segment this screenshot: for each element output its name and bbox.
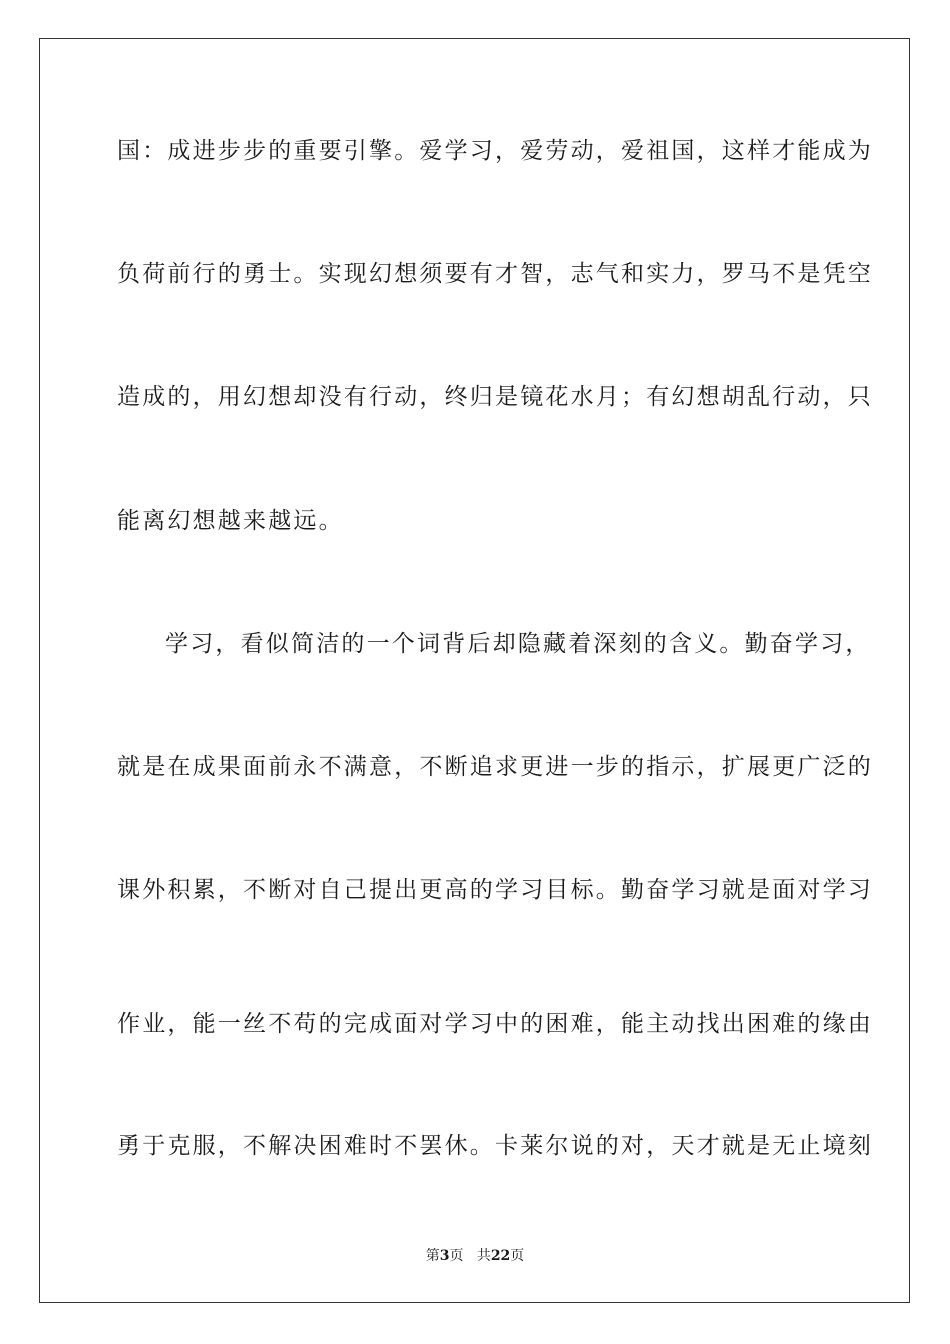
text-line: 课外积累，不断对自己提出更高的学习目标。勤奋学习就是面对学习	[117, 877, 873, 903]
text-line: 能离幻想越来越远。	[117, 508, 344, 534]
text-line: 负荷前行的勇士。实现幻想须要有才智，志气和实力，罗马不是凭空	[117, 261, 873, 287]
text-line: 国：成进步步的重要引擎。爱学习，爱劳动，爱祖国，这样才能成为	[117, 138, 873, 164]
page-footer	[0, 1247, 950, 1265]
text-line: 就是在成果面前永不满意，不断追求更进一步的指示，扩展更广泛的	[117, 754, 873, 780]
paragraph-first-line: 学习，看似简洁的一个词背后却隐藏着深刻的含义。勤奋学习，	[165, 631, 871, 657]
total-prefix: 共	[476, 1248, 491, 1264]
page-number: 3	[439, 1248, 450, 1264]
total-pages: 22	[490, 1248, 511, 1264]
page-border	[39, 38, 910, 1303]
total-suffix: 页	[510, 1248, 525, 1264]
text-line: 作业，能一丝不苟的完成面对学习中的困难，能主动找出困难的缘由	[117, 1011, 873, 1037]
page-prefix: 第	[425, 1248, 440, 1264]
text-line: 造成的，用幻想却没有行动，终归是镜花水月；有幻想胡乱行动，只	[117, 384, 873, 410]
page-suffix: 页	[449, 1248, 464, 1264]
text-line: 勇于克服，不解决困难时不罢休。卡莱尔说的对，天才就是无止境刻	[117, 1133, 873, 1159]
